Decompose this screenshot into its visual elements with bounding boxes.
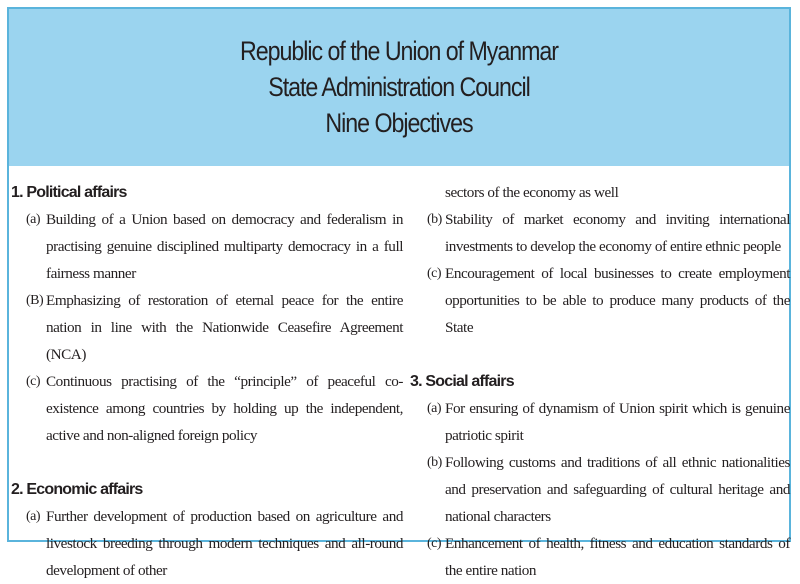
item-text: Continuous practising of the “principle” of peaceful co-existence among countries by holding up the independent, active and non-aligned foreign policy [46, 373, 403, 444]
economic-item-a-continuation: sectors of the economy as well [445, 184, 619, 201]
objectives-panel [7, 7, 791, 579]
item-marker: (c) [427, 536, 442, 551]
item-marker: (b) [427, 212, 442, 227]
economic-item-a [11, 503, 403, 584]
item-text: Stability of market economy and inviting international investments to develop the economy of entire ethnic people [445, 211, 790, 255]
item-marker: (c) [427, 266, 442, 281]
item-text: Encouragement of local businesses to create employment opportunities to be able to produce many products of the State [445, 265, 790, 336]
economic-item-c [410, 260, 790, 341]
item-marker: (a) [26, 509, 41, 524]
item-marker: (b) [427, 455, 442, 470]
social-item-b [410, 449, 790, 530]
item-text: Enhancement of health, fitness and education standards of the entire nation [445, 535, 790, 579]
item-text: Emphasizing of restoration of eternal peace for the entire nation in line with the Nationwide Ceasefire Agreement (NCA) [46, 292, 403, 363]
section-spacer [11, 449, 403, 476]
item-text: Further development of production based on agriculture and livestock breeding through modern techniques and all-round development of other [46, 508, 403, 579]
political-item-b [11, 287, 403, 368]
section-spacer [410, 341, 790, 368]
social-item-c [410, 530, 790, 584]
social-item-a [410, 395, 790, 449]
item-marker: (a) [427, 401, 442, 416]
economic-item-b [410, 206, 790, 260]
title-line-country: Republic of the Union of Myanmar [239, 36, 559, 66]
item-text: For ensuring of dynamism of Union spirit which is genuine patriotic spirit [445, 400, 790, 444]
title-line-objectives: Nine Objectives [325, 108, 473, 138]
section-heading-political: 1. Political affairs [11, 184, 127, 201]
section-heading-economic: 2. Economic affairs [11, 481, 143, 498]
item-marker: (B) [26, 293, 44, 308]
item-marker: (a) [26, 212, 41, 227]
title-banner [9, 9, 789, 166]
title-line-council: State Administration Council [268, 72, 530, 102]
political-item-c [11, 368, 403, 449]
item-marker: (c) [26, 374, 41, 389]
political-item-a [11, 206, 403, 287]
left-column [11, 179, 403, 584]
section-heading-social: 3. Social affairs [410, 373, 514, 390]
item-text: Following customs and traditions of all ethnic nationalities and preservation and safeguarding of cultural heritage and national characters [445, 454, 790, 525]
right-column [410, 179, 790, 584]
item-text: Building of a Union based on democracy and federalism in practising genuine disciplined multiparty democracy in a full fairness manner [46, 211, 403, 282]
